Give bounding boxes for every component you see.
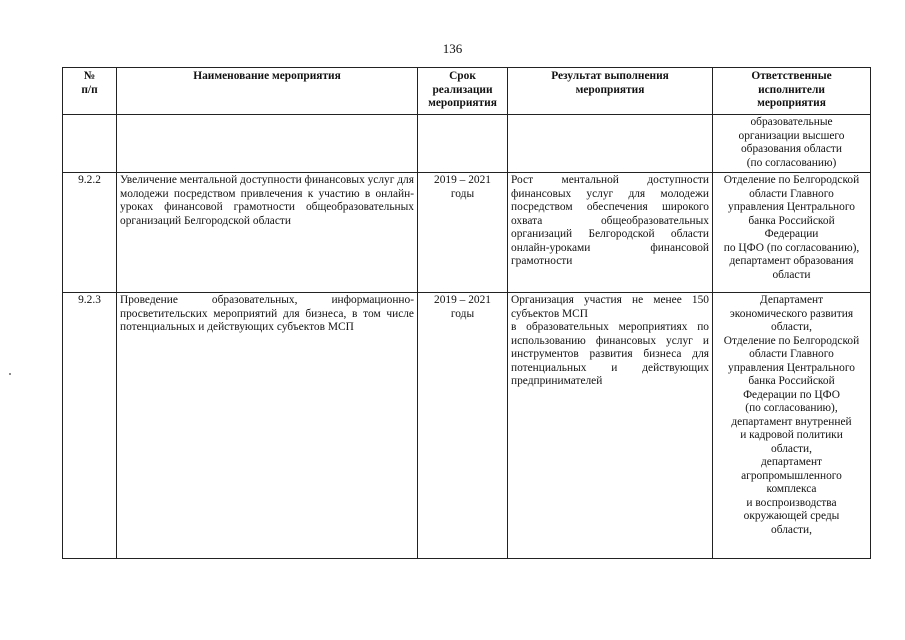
text-line: области <box>772 268 811 281</box>
table-row <box>63 173 871 293</box>
row-term <box>418 115 508 173</box>
text-line: департамент образования <box>729 255 854 267</box>
row-term <box>418 293 508 559</box>
text-line: Организация участия не менее 150 субъектов МСП <box>511 294 709 320</box>
text-line: 9.2.2 <box>78 174 101 186</box>
text-line: 9.2.3 <box>78 294 101 306</box>
text-line: банка Российской <box>748 375 835 387</box>
row-responsible <box>713 115 871 173</box>
text-line: образовательные <box>750 116 833 128</box>
text-line: годы <box>450 307 475 320</box>
text-line: реализации <box>432 83 493 96</box>
row-responsible <box>713 173 871 293</box>
scan-artifact-dot <box>9 373 11 375</box>
row-activity-name <box>117 173 418 293</box>
row-number <box>63 293 117 559</box>
text-line: образования области <box>740 143 842 155</box>
text-line: п/п <box>81 83 98 96</box>
text-line: Результат выполнения <box>551 70 669 82</box>
text-line: мероприятия <box>575 83 645 96</box>
header-result <box>508 68 713 115</box>
text-line: 2019 – 2021 <box>434 174 491 186</box>
row-result <box>508 173 713 293</box>
text-line: окружающей среды <box>743 510 840 522</box>
header-activity-name <box>117 68 418 115</box>
row-term <box>418 173 508 293</box>
text-line: мероприятия <box>428 97 497 109</box>
text-line: Федерации <box>764 228 819 240</box>
text-line: и воспроизводства <box>746 496 837 509</box>
text-line: экономического развития <box>729 307 854 320</box>
activities-table <box>62 67 871 559</box>
text-line: 2019 – 2021 <box>434 294 491 306</box>
text-line: и кадровой политики <box>740 429 843 441</box>
row-activity-name <box>117 293 418 559</box>
table-header-row <box>63 68 871 115</box>
text-line: агропромышленного <box>741 469 842 482</box>
text-line: Увеличение ментальной доступности финансовых услуг для молодежи посредством привлечения к участию в онлайн-уроках финансовой грамотности общеобразовательных организаций Белгородской области <box>120 174 414 227</box>
text-line: (по согласованию) <box>746 156 837 169</box>
text-line: комплекса <box>766 483 817 495</box>
text-line: управления Центрального <box>728 361 855 374</box>
text-line: мероприятия <box>757 97 826 109</box>
header-number <box>63 68 117 115</box>
row-responsible <box>713 293 871 559</box>
text-line: исполнители <box>758 83 825 96</box>
header-term <box>418 68 508 115</box>
text-line: Департамент <box>759 294 824 306</box>
header-responsible <box>713 68 871 115</box>
row-number <box>63 173 117 293</box>
text-line: Федерации по ЦФО <box>743 388 840 401</box>
text-line: области, <box>771 523 812 536</box>
row-number <box>63 115 117 173</box>
page-number: 136 <box>442 41 463 56</box>
row-result <box>508 293 713 559</box>
text-line: годы <box>450 187 475 200</box>
text-line: Проведение образовательных, информационно-просветительских мероприятий для бизнеса, в том числе потенциальных и действующих субъектов МСП <box>120 294 414 333</box>
text-line: области Главного <box>749 187 834 200</box>
text-line: области, <box>771 321 812 333</box>
text-line: (по согласованию), <box>745 402 838 414</box>
text-line: департамент внутренней <box>731 415 852 428</box>
text-line: Ответственные <box>751 70 832 82</box>
text-line: в образовательных мероприятиях по использованию финансовых услуг и инструментов развития бизнеса для потенциальных и действующих предпринимателей <box>511 321 709 387</box>
text-line: Отделение по Белгородской <box>723 174 860 186</box>
text-line: области, <box>771 442 812 455</box>
text-line: Наименование мероприятия <box>193 70 341 82</box>
text-line: департамент <box>760 456 823 468</box>
text-line: банка Российской <box>748 214 835 227</box>
text-line: по ЦФО (по согласованию), <box>723 241 860 254</box>
text-line: управления Центрального <box>728 201 855 213</box>
table-row <box>63 293 871 559</box>
row-activity-name <box>117 115 418 173</box>
text-line: № <box>83 70 96 82</box>
text-line: организации высшего <box>738 129 845 142</box>
text-line: области Главного <box>749 348 834 360</box>
row-result <box>508 115 713 173</box>
text-line: Срок <box>449 70 476 82</box>
table-row <box>63 115 871 173</box>
text-line: Рост ментальной доступности финансовых услуг для молодежи посредством обеспечения широкого охвата общеобразовательных организаций Белгородской области онлайн-уроками финансовой грамотности <box>511 174 709 267</box>
text-line: Отделение по Белгородской <box>723 334 860 347</box>
